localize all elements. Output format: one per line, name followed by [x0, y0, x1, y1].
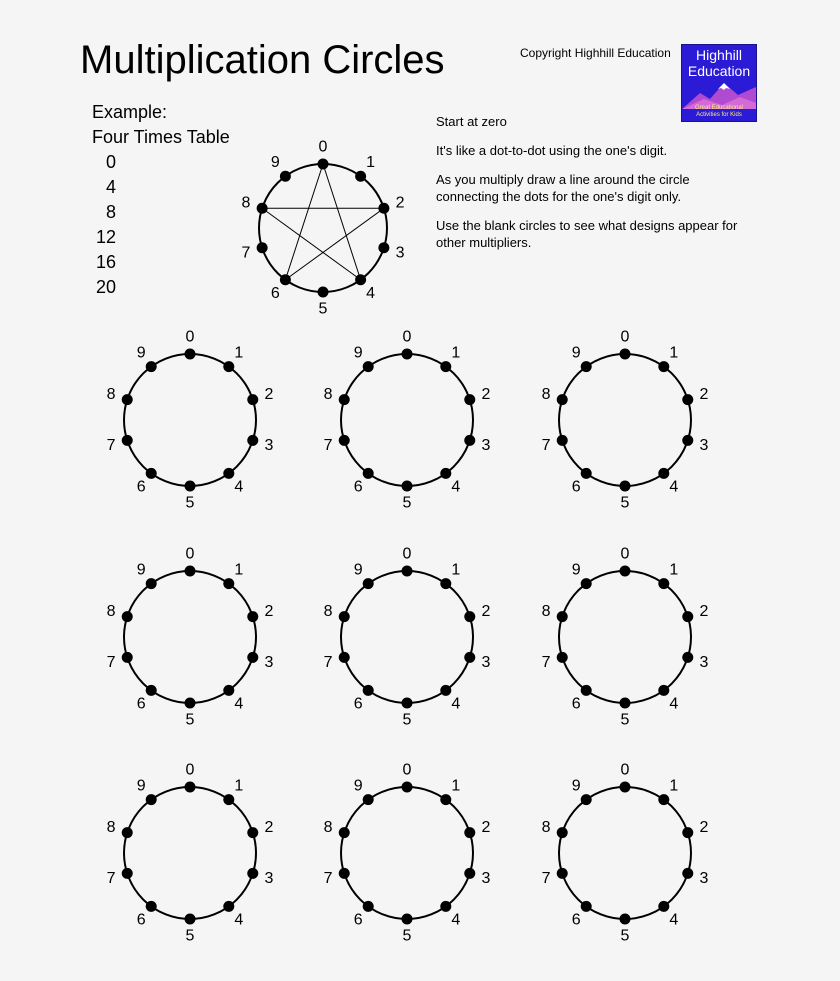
- digit-dot: [185, 481, 196, 492]
- digit-dot: [402, 481, 413, 492]
- digit-dot: [581, 361, 592, 372]
- digit-label: 4: [451, 911, 461, 929]
- digit-label: 9: [353, 344, 363, 362]
- circle-outline: [124, 354, 256, 486]
- digit-label: 1: [234, 561, 244, 579]
- digit-dot: [682, 394, 693, 405]
- digit-label: 7: [541, 654, 551, 672]
- instruction-3: As you multiply draw a line around the circle connecting the dots for the one's digit only.: [436, 172, 690, 204]
- digit-label: 7: [106, 654, 116, 672]
- digit-dot: [658, 468, 669, 479]
- digit-dot: [620, 481, 631, 492]
- digit-label: 7: [241, 244, 251, 262]
- digit-dot: [440, 578, 451, 589]
- digit-dot: [122, 868, 133, 879]
- digit-dot: [146, 468, 157, 479]
- digit-label: 1: [234, 344, 244, 362]
- digit-dot: [658, 794, 669, 805]
- blank-circle: [324, 762, 491, 945]
- digit-label: 2: [264, 602, 274, 620]
- digit-label: 1: [451, 561, 461, 579]
- digit-label: 2: [264, 385, 274, 403]
- digit-dot: [620, 914, 631, 925]
- digit-label: 2: [699, 385, 709, 403]
- digit-label: 9: [136, 561, 146, 579]
- logo-line1: Highhill: [696, 47, 742, 63]
- digit-dot: [363, 901, 374, 912]
- circle-outline: [124, 571, 256, 703]
- digit-dot: [464, 435, 475, 446]
- digit-dot: [355, 171, 366, 182]
- digit-dot: [363, 794, 374, 805]
- digit-dot: [658, 361, 669, 372]
- digit-dot: [122, 652, 133, 663]
- digit-label: 1: [234, 777, 244, 795]
- digit-label: 6: [136, 478, 146, 496]
- digit-label: 0: [318, 138, 328, 156]
- blank-circle: [542, 329, 709, 512]
- digit-dot: [185, 349, 196, 360]
- digit-label: 4: [669, 478, 679, 496]
- digit-label: 4: [669, 695, 679, 713]
- digit-label: 3: [264, 870, 274, 888]
- digit-dot: [146, 361, 157, 372]
- digit-label: 1: [669, 344, 679, 362]
- digit-dot: [247, 435, 258, 446]
- digit-dot: [464, 394, 475, 405]
- digit-dot: [581, 685, 592, 696]
- digit-dot: [464, 652, 475, 663]
- digit-dot: [464, 827, 475, 838]
- digit-label: 5: [185, 927, 195, 945]
- digit-label: 2: [481, 385, 491, 403]
- digit-label: 7: [323, 870, 333, 888]
- digit-dot: [146, 901, 157, 912]
- example-subheading: Four Times Table: [92, 127, 230, 147]
- digit-dot: [440, 794, 451, 805]
- digit-label: 3: [264, 437, 274, 455]
- digit-label: 1: [669, 777, 679, 795]
- digit-dot: [223, 685, 234, 696]
- digit-dot: [363, 685, 374, 696]
- digit-label: 5: [620, 927, 630, 945]
- digit-dot: [247, 868, 258, 879]
- digit-dot: [682, 652, 693, 663]
- instruction-1: Start at zero: [436, 114, 507, 129]
- digit-dot: [658, 578, 669, 589]
- digit-label: 3: [699, 654, 709, 672]
- digit-label: 9: [270, 153, 280, 171]
- digit-label: 5: [620, 494, 630, 512]
- digit-label: 2: [395, 194, 405, 212]
- circle-outline: [341, 354, 473, 486]
- digit-label: 1: [669, 561, 679, 579]
- digit-dot: [223, 901, 234, 912]
- digit-dot: [339, 394, 350, 405]
- digit-dot: [223, 578, 234, 589]
- digit-label: 9: [136, 777, 146, 795]
- blank-circle: [107, 762, 274, 945]
- example-value: 16: [95, 252, 116, 272]
- digit-dot: [440, 361, 451, 372]
- digit-label: 0: [620, 761, 630, 779]
- digit-dot: [402, 349, 413, 360]
- circle-outline: [559, 787, 691, 919]
- digit-dot: [682, 827, 693, 838]
- digit-dot: [363, 578, 374, 589]
- connecting-line: [285, 164, 323, 280]
- digit-dot: [581, 468, 592, 479]
- digit-label: 0: [620, 328, 630, 346]
- example-value: 4: [105, 177, 116, 197]
- digit-label: 9: [136, 344, 146, 362]
- digit-dot: [440, 468, 451, 479]
- digit-dot: [339, 435, 350, 446]
- digit-label: 8: [106, 385, 116, 403]
- digit-label: 5: [402, 494, 412, 512]
- circle-outline: [259, 164, 387, 292]
- digit-dot: [620, 782, 631, 793]
- example-value: 12: [95, 227, 116, 247]
- digit-dot: [363, 468, 374, 479]
- example-heading: Example:: [92, 102, 168, 122]
- digit-label: 6: [353, 911, 363, 929]
- digit-label: 4: [234, 478, 244, 496]
- digit-dot: [557, 611, 568, 622]
- digit-label: 0: [185, 328, 195, 346]
- digit-label: 8: [323, 385, 333, 403]
- digit-dot: [146, 794, 157, 805]
- digit-dot: [223, 468, 234, 479]
- page-title: Multiplication Circles: [80, 38, 445, 82]
- digit-dot: [682, 611, 693, 622]
- digit-label: 8: [541, 602, 551, 620]
- digit-dot: [146, 578, 157, 589]
- digit-label: 4: [366, 285, 376, 303]
- digit-dot: [378, 242, 389, 253]
- digit-label: 8: [541, 818, 551, 836]
- digit-dot: [223, 794, 234, 805]
- digit-label: 7: [323, 437, 333, 455]
- digit-label: 9: [571, 344, 581, 362]
- instruction-4: Use the blank circles to see what designs appear for other multipliers.: [436, 218, 738, 250]
- digit-dot: [247, 652, 258, 663]
- digit-label: 2: [481, 602, 491, 620]
- digit-dot: [581, 794, 592, 805]
- digit-label: 0: [402, 545, 412, 563]
- digit-dot: [620, 698, 631, 709]
- digit-label: 4: [234, 911, 244, 929]
- digit-label: 5: [620, 711, 630, 729]
- circle-outline: [559, 354, 691, 486]
- digit-label: 0: [185, 761, 195, 779]
- digit-dot: [658, 901, 669, 912]
- digit-label: 8: [323, 602, 333, 620]
- digit-label: 9: [571, 777, 581, 795]
- digit-dot: [682, 868, 693, 879]
- copyright-text: Copyright Highhill Education: [520, 46, 671, 60]
- digit-dot: [682, 435, 693, 446]
- digit-dot: [464, 868, 475, 879]
- circle-outline: [341, 787, 473, 919]
- digit-dot: [557, 435, 568, 446]
- digit-dot: [280, 274, 291, 285]
- digit-label: 7: [541, 870, 551, 888]
- circle-outline: [559, 571, 691, 703]
- digit-dot: [355, 274, 366, 285]
- digit-dot: [363, 361, 374, 372]
- digit-dot: [318, 159, 329, 170]
- digit-dot: [122, 435, 133, 446]
- digit-label: 8: [241, 194, 251, 212]
- connecting-line: [285, 208, 383, 280]
- digit-label: 4: [669, 911, 679, 929]
- digit-label: 6: [136, 911, 146, 929]
- digit-dot: [557, 652, 568, 663]
- blank-circle: [542, 546, 709, 729]
- digit-label: 1: [451, 344, 461, 362]
- digit-label: 8: [323, 818, 333, 836]
- digit-dot: [339, 827, 350, 838]
- blank-circle: [107, 329, 274, 512]
- digit-dot: [185, 698, 196, 709]
- digit-dot: [440, 685, 451, 696]
- digit-dot: [185, 782, 196, 793]
- digit-dot: [464, 611, 475, 622]
- digit-label: 8: [541, 385, 551, 403]
- digit-label: 3: [699, 437, 709, 455]
- blank-circle: [107, 546, 274, 729]
- digit-label: 9: [353, 561, 363, 579]
- digit-dot: [557, 394, 568, 405]
- digit-dot: [318, 287, 329, 298]
- digit-dot: [658, 685, 669, 696]
- digit-label: 4: [451, 695, 461, 713]
- digit-label: 0: [185, 545, 195, 563]
- digit-dot: [402, 698, 413, 709]
- digit-label: 2: [264, 818, 274, 836]
- digit-label: 3: [264, 654, 274, 672]
- digit-label: 6: [270, 285, 280, 303]
- digit-dot: [185, 914, 196, 925]
- digit-label: 5: [402, 711, 412, 729]
- digit-dot: [402, 782, 413, 793]
- connecting-line: [262, 208, 360, 280]
- example-value: 0: [105, 152, 116, 172]
- digit-label: 3: [481, 654, 491, 672]
- digit-dot: [122, 827, 133, 838]
- digit-label: 5: [318, 300, 328, 318]
- connecting-line: [323, 164, 361, 280]
- digit-label: 7: [106, 870, 116, 888]
- example-circle: [242, 139, 405, 318]
- digit-label: 3: [395, 244, 405, 262]
- digit-label: 6: [136, 695, 146, 713]
- digit-dot: [122, 394, 133, 405]
- digit-label: 9: [353, 777, 363, 795]
- blank-circle: [324, 546, 491, 729]
- digit-label: 5: [185, 494, 195, 512]
- digit-label: 4: [234, 695, 244, 713]
- digit-dot: [247, 611, 258, 622]
- digit-label: 5: [185, 711, 195, 729]
- digit-dot: [280, 171, 291, 182]
- digit-label: 2: [699, 602, 709, 620]
- digit-dot: [257, 203, 268, 214]
- digit-dot: [339, 652, 350, 663]
- digit-label: 4: [451, 478, 461, 496]
- digit-label: 2: [699, 818, 709, 836]
- digit-label: 9: [571, 561, 581, 579]
- digit-label: 1: [451, 777, 461, 795]
- digit-dot: [146, 685, 157, 696]
- logo-tagline-1: Great Educational: [694, 105, 744, 111]
- digit-label: 3: [481, 437, 491, 455]
- digit-dot: [257, 242, 268, 253]
- digit-label: 8: [106, 602, 116, 620]
- digit-dot: [402, 914, 413, 925]
- digit-label: 2: [481, 818, 491, 836]
- digit-label: 6: [571, 478, 581, 496]
- digit-dot: [185, 566, 196, 577]
- digit-label: 0: [402, 328, 412, 346]
- blank-circle: [542, 762, 709, 945]
- digit-dot: [440, 901, 451, 912]
- digit-label: 6: [571, 695, 581, 713]
- digit-dot: [620, 349, 631, 360]
- digit-dot: [339, 868, 350, 879]
- digit-label: 5: [402, 927, 412, 945]
- digit-label: 0: [402, 761, 412, 779]
- digit-dot: [122, 611, 133, 622]
- instruction-2: It's like a dot-to-dot using the one's digit.: [436, 143, 668, 158]
- digit-label: 3: [481, 870, 491, 888]
- digit-label: 1: [366, 153, 376, 171]
- digit-dot: [247, 827, 258, 838]
- digit-label: 8: [106, 818, 116, 836]
- digit-label: 7: [323, 654, 333, 672]
- digit-dot: [402, 566, 413, 577]
- digit-label: 3: [699, 870, 709, 888]
- digit-dot: [339, 611, 350, 622]
- digit-label: 7: [106, 437, 116, 455]
- digit-dot: [581, 578, 592, 589]
- digit-dot: [223, 361, 234, 372]
- digit-dot: [620, 566, 631, 577]
- digit-label: 6: [353, 695, 363, 713]
- digit-label: 6: [353, 478, 363, 496]
- digit-label: 0: [620, 545, 630, 563]
- digit-label: 7: [541, 437, 551, 455]
- example-value: 8: [105, 202, 116, 222]
- blank-circle: [324, 329, 491, 512]
- logo-line2: Education: [687, 63, 751, 79]
- digit-dot: [581, 901, 592, 912]
- digit-dot: [247, 394, 258, 405]
- digit-label: 6: [571, 911, 581, 929]
- digit-dot: [378, 203, 389, 214]
- circle-outline: [341, 571, 473, 703]
- circle-outline: [124, 787, 256, 919]
- digit-dot: [557, 827, 568, 838]
- digit-dot: [557, 868, 568, 879]
- logo-tagline-2: Activities for Kids: [696, 112, 742, 118]
- example-value: 20: [95, 277, 116, 297]
